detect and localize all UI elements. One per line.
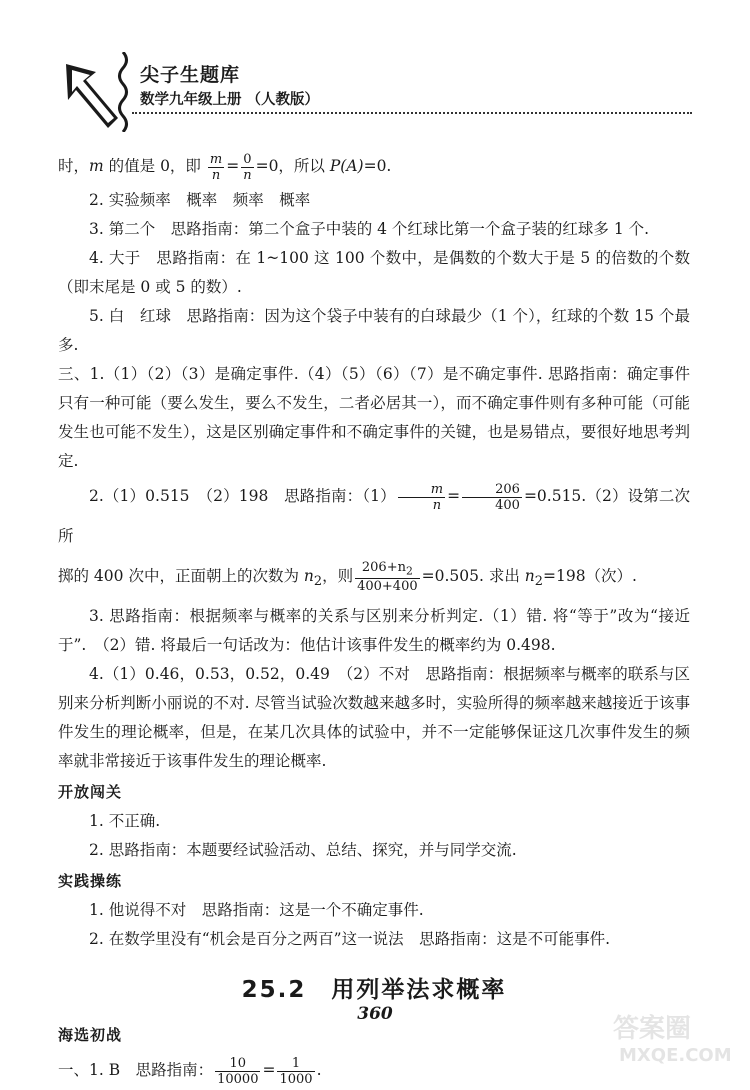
line-2: 2. 实验频率 概率 频率 概率 [89, 191, 311, 209]
page-header [62, 52, 692, 132]
fraction-m-over-n: $\frac{m}{n}$ [209, 151, 223, 183]
line-4: 4. 大于 思路指南：在 1~100 这 100 个数中，是偶数的个数大于是 5 的倍数的个数（即末尾是 0 或 5 的数）. [58, 249, 690, 296]
fraction-0-over-n: $\frac{0}{n}$ [243, 151, 252, 183]
fraction-1-over-1000: $\frac{1}{1000}$ [279, 1055, 313, 1087]
line-5: 5. 白 红球 思路指南：因为这个袋子中装有的白球最少（1 个），红球的个数 15 个最多. [58, 307, 690, 354]
answer-text [58, 146, 690, 1090]
line-6: 三、1.（1）（2）（3）是确定事件.（4）（5）（6）（7）是不确定事件. 思路指南：确定事件只有一种可能（要么发生，要么不发生，二者必居其一），而不确定事件则有多种可能（可能发生也可能不发生），这是区别确定事件和不确定事件的关键，也是易错点，要很好地思考判定. [58, 365, 690, 470]
line-10: 4.（1）0.46，0.53，0.52，0.49 （2）不对 思路指南：根据频率与概率的联系与区别来分析判断小丽说的不对. 尽管当试验次数越来越多时，实验所得的频率越来越接近于该事件发生的理论概率，但是，在某几次具体的试验中，并不一定能够保证这几次事件发生的频率就非常接近于该事件发生的理论概率. [58, 665, 690, 771]
dotted-rule [132, 112, 692, 114]
fraction-10-over-10000: $\frac{10}{10000}$ [217, 1055, 259, 1087]
line-14: 2. 在数学里没有“机会是百分之两百”这一说法 思路指南：这是不可能事件. [89, 930, 610, 949]
fraction-206n2-over-800: $\frac{206+n_2}{400+400}$ [357, 559, 418, 595]
book-brand: 尖子生题库 [140, 64, 241, 86]
wave-divider [114, 52, 132, 132]
book-subtitle: 数学九年级上册 （人教版） [140, 91, 320, 108]
section-practice: 实践操练 [58, 872, 123, 891]
line-8: 掷的 400 次中，正面朝上的次数为 $n_2$，则 $\frac{206+n_2}{400+400}$ =0.505. 求出 $n_2=198$（次）. [58, 559, 637, 595]
watermark-logo [609, 1007, 744, 1067]
page-number: 360 [357, 1004, 393, 1024]
fraction-206-over-400: $\frac{206}{400}$ [462, 482, 522, 513]
line-7: 2.（1）0.515 （2）198 思路指南：（1） $\frac{m}{n}$ = $\frac{206}{400}$ =0.515.（2）设第二次所 [58, 481, 690, 545]
line-1: 时，m 的值是 0，即 $\frac{m}{n}$ = $\frac{0}{n}$ =0，所以 P(A)=0. [58, 151, 392, 183]
line-15: 一、1. B 思路指南： $\frac{10}{10000}$ = $\frac{1}{1000}$ . [58, 1055, 322, 1087]
line-9: 3. 思路指南：根据频率与概率的关系与区别来分析判定.（1）错. 将“等于”改为“接近于”. （2）错. 将最后一句话改为：他估计该事件发生的概率约为 0.498. [58, 607, 690, 655]
line-13: 1. 他说得不对 思路指南：这是一个不确定事件. [89, 901, 424, 920]
section-first-round: 海选初战 [58, 1026, 123, 1045]
line-12: 2. 思路指南：本题要经试验活动、总结、探究，并与同学交流. [89, 841, 517, 860]
svg-text:答案圈: 答案圈 [613, 1014, 692, 1044]
line-11: 1. 不正确. [89, 812, 161, 831]
svg-text:MXQE.COM: MXQE.COM [619, 1045, 732, 1066]
section-title: 25.2 用列举法求概率 [241, 977, 507, 1004]
line-3: 3. 第二个 思路指南：第二个盒子中装的 4 个红球比第一个盒子装的红球多 1 个. [89, 220, 650, 238]
section-open-challenge: 开放闯关 [58, 783, 123, 802]
fraction-m-over-n-2: $\frac{m}{n}$ [398, 482, 445, 513]
